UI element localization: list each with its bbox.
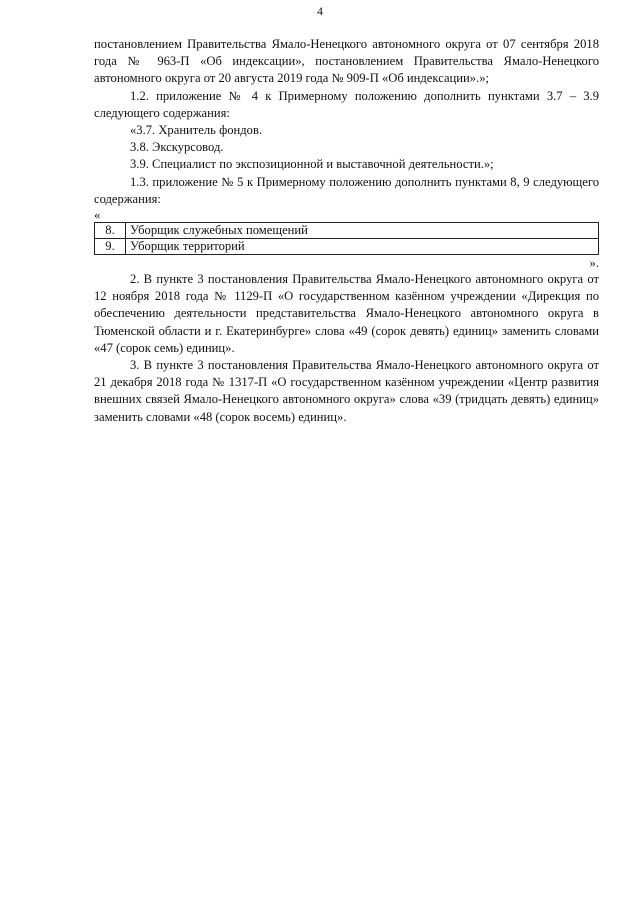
paragraph-item-3: 3. В пункте 3 постановления Правительства Ямало-Ненецкого автономного округа от 21 декабря 2018 года № 1317-П «О государственном казённом учреждении «Центр развития внешних связей Ямало-Ненецкого автономного округа» слова «39 (тридцать девять) единиц» заменить словами «48 (сорок восемь) единиц». xyxy=(94,358,599,424)
table-cell-number: 9. xyxy=(95,239,126,255)
table-open-quote: « xyxy=(94,208,101,223)
table-cell-position: Уборщик территорий xyxy=(126,239,599,255)
page-number: 4 xyxy=(317,4,323,18)
paragraph-item-1-2: 1.2. приложение № 4 к Примерному положению дополнить пунктами 3.7 – 3.9 следующего содержания: xyxy=(94,88,599,120)
paragraph-continuation: постановлением Правительства Ямало-Ненецкого автономного округа от 07 сентября 2018 года № 963-П «Об индексации», постановлением Правительства Ямало-Ненецкого автономного округа от 20 августа 2019 года № 909-П «Об индексации».»; xyxy=(94,37,599,86)
table-cell-position: Уборщик служебных помещений xyxy=(126,223,599,239)
table-cell-number: 8. xyxy=(95,223,126,239)
table-row xyxy=(95,223,599,239)
table-close-quote: ». xyxy=(589,256,599,271)
positions-table xyxy=(94,222,599,255)
document-body xyxy=(94,36,599,426)
table-row xyxy=(95,239,599,255)
paragraph-item-1-3: 1.3. приложение № 5 к Примерному положению дополнить пунктами 8, 9 следующего содержания: xyxy=(94,174,599,206)
paragraph-item-3-7: «3.7. Хранитель фондов. xyxy=(130,123,263,138)
paragraph-item-2: 2. В пункте 3 постановления Правительства Ямало-Ненецкого автономного округа от 12 ноября 2018 года № 1129-П «О государственном казённом учреждении «Дирекция по обеспечению деятельности представительства Ямало-Ненецкого автономного округа в Тюменской области и г. Екатеринбурге» слова «49 (сорок девять) единиц» заменить словами «47 (сорок семь) единиц». xyxy=(94,272,599,355)
paragraph-item-3-9: 3.9. Специалист по экспозиционной и выставочной деятельности.»; xyxy=(130,157,494,172)
paragraph-item-3-8: 3.8. Экскурсовод. xyxy=(130,140,224,155)
